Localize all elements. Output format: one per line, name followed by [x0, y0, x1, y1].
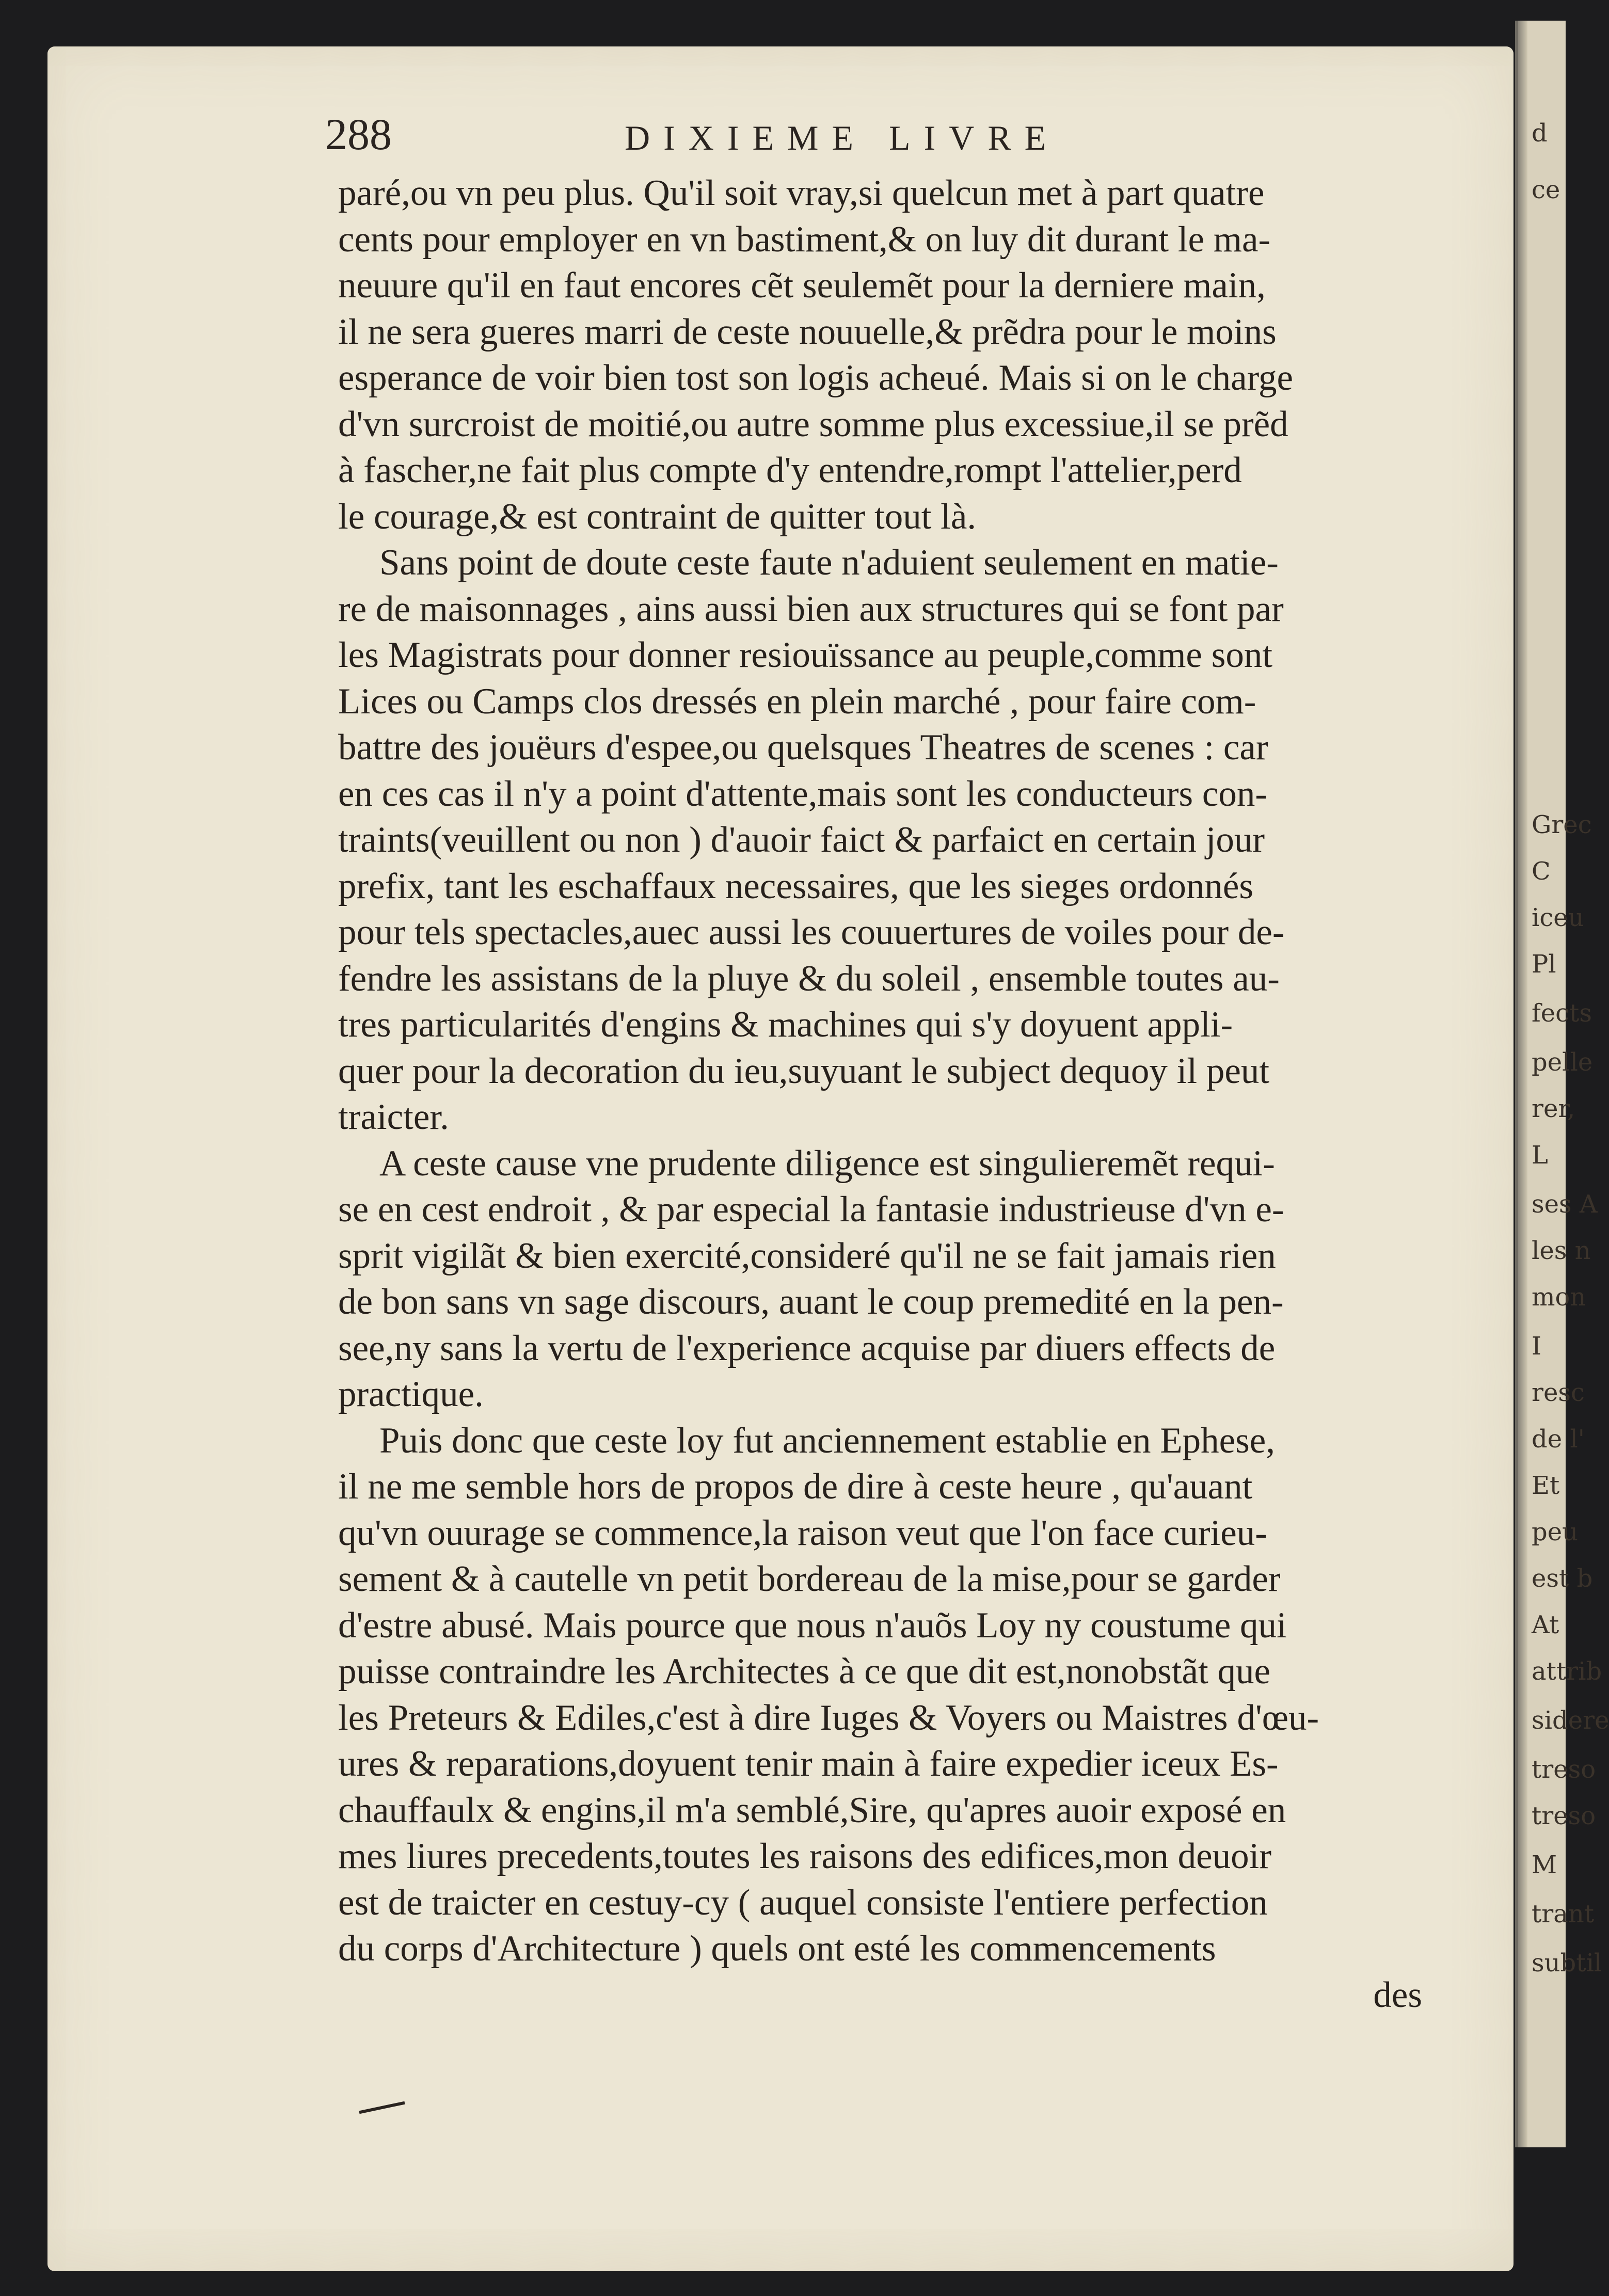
text-line: fendre les assistans de la pluye & du soleil , ensemble toutes au- — [338, 958, 1280, 999]
facing-fragment: pelle — [1532, 1048, 1593, 1077]
text-line: traints(veuillent ou non ) d'auoir faict & parfaict en certain jour — [338, 820, 1265, 860]
text-line: puisse contraindre les Architectes à ce que dit est,nonobstãt que — [338, 1651, 1270, 1692]
facing-fragment: I — [1532, 1332, 1541, 1361]
text-line: en ces cas il n'y a point d'attente,mais sont les conducteurs con- — [338, 773, 1268, 814]
paragraph — [338, 170, 1438, 540]
paragraph — [338, 540, 1438, 1141]
text-line: A ceste cause vne prudente diligence est singulieremẽt requi- — [379, 1143, 1275, 1184]
text-line: tres particularités d'engins & machines qui s'y doyuent appli- — [338, 1004, 1233, 1045]
text-line: se en cest endroit , & par especial la fantasie industrieuse d'vn e- — [338, 1189, 1284, 1230]
text-line: chauffaulx & engins,il m'a semblé,Sire, qu'apres auoir exposé en — [338, 1790, 1286, 1830]
paragraph — [338, 1141, 1438, 1418]
facing-fragment: L — [1532, 1141, 1548, 1170]
text-line: à fascher,ne fait plus compte d'y entendre,rompt l'attelier,perd — [338, 450, 1242, 490]
text-line: neuure qu'il en faut encores cẽt seulemẽt pour la derniere main, — [338, 265, 1266, 306]
page-number: 288 — [325, 109, 392, 159]
facing-fragment: peu — [1532, 1518, 1579, 1546]
text-line: est de traicter en cestuy-cy ( auquel consiste l'entiere perfection — [338, 1882, 1268, 1923]
facing-fragment: sidere — [1532, 1706, 1609, 1735]
text-line: il ne sera gueres marri de ceste nouuelle,& prẽdra pour le moins — [338, 311, 1277, 352]
facing-fragment: fects — [1532, 999, 1592, 1028]
text-line: du corps d'Architecture ) quels ont esté les commencements — [338, 1928, 1216, 1969]
text-line: battre des jouëurs d'espee,ou quelsques Theatres de scenes : car — [338, 727, 1268, 768]
text-line: de bon sans vn sage discours, auant le coup premedité en la pen- — [338, 1282, 1284, 1322]
page-gutter — [1518, 21, 1527, 2147]
text-line: paré,ou vn peu plus. Qu'il soit vray,si quelcun met à part quatre — [338, 173, 1265, 213]
facing-fragment: de l' — [1532, 1425, 1585, 1454]
facing-fragment: attrib — [1532, 1657, 1602, 1686]
facing-fragment: Et — [1532, 1471, 1560, 1500]
text-line: cents pour employer en vn bastiment,& on luy dit durant le ma- — [338, 219, 1271, 260]
text-line: le courage,& est contraint de quitter tout là. — [338, 496, 977, 537]
text-line: pour tels spectacles,auec aussi les couuertures de voiles pour de- — [338, 912, 1285, 952]
facing-fragment: Grec — [1532, 810, 1592, 839]
paragraph — [338, 1418, 1438, 1972]
facing-fragment: resc — [1532, 1378, 1585, 1407]
facing-fragment: d — [1532, 119, 1548, 148]
facing-fragment: Pl — [1532, 950, 1556, 979]
facing-fragment: rer, — [1532, 1094, 1575, 1123]
text-line: sement & à cautelle vn petit bordereau de la mise,pour se garder — [338, 1559, 1281, 1599]
catchword: des — [1373, 1974, 1422, 2015]
text-line: les Preteurs & Ediles,c'est à dire Iuges & Voyers ou Maistres d'œu- — [338, 1697, 1319, 1738]
text-line: d'vn surcroist de moitié,ou autre somme plus excessiue,il se prẽd — [338, 404, 1288, 444]
facing-fragment: At — [1532, 1611, 1559, 1639]
text-line: Puis donc que ceste loy fut anciennement establie en Ephese, — [379, 1420, 1275, 1461]
facing-fragment: les n — [1532, 1236, 1591, 1265]
facing-fragment: mon — [1532, 1283, 1586, 1312]
text-line: Sans point de doute ceste faute n'aduient seulement en matie- — [379, 543, 1279, 583]
facing-fragment: M — [1532, 1851, 1557, 1879]
facing-fragment: iceu — [1532, 903, 1584, 932]
text-line: qu'vn ouurage se commence,la raison veut que l'on face curieu- — [338, 1512, 1267, 1553]
text-line: esperance de voir bien tost son logis acheué. Mais si on le charge — [338, 358, 1294, 398]
text-line: see,ny sans la vertu de l'experience acquise par diuers effects de — [338, 1328, 1276, 1368]
text-line: sprit vigilãt & bien exercité,consideré qu'il ne se fait jamais rien — [338, 1235, 1276, 1276]
facing-fragment: est b — [1532, 1564, 1593, 1593]
facing-fragment: treso — [1532, 1755, 1596, 1784]
text-line: mes liures precedents,toutes les raisons des edifices,mon deuoir — [338, 1836, 1272, 1876]
text-line: traicter. — [338, 1097, 449, 1137]
text-line: prefix, tant les eschaffaux necessaires, que les sieges ordonnés — [338, 866, 1254, 906]
text-line: practique. — [338, 1374, 484, 1414]
text-line: il ne me semble hors de propos de dire à ceste heure , qu'auant — [338, 1466, 1253, 1507]
body-text — [338, 170, 1438, 2018]
text-line: d'estre abusé. Mais pource que nous n'auõs Loy ny coustume qui — [338, 1605, 1287, 1646]
text-line: quer pour la decoration du ieu,suyuant le subject dequoy il peut — [338, 1050, 1270, 1091]
text-line: Lices ou Camps clos dressés en plein marché , pour faire com- — [338, 681, 1256, 722]
facing-fragment: C — [1532, 857, 1551, 886]
facing-fragment: trant — [1532, 1900, 1595, 1928]
facing-page-edge — [1515, 21, 1609, 2147]
facing-fragment: ce — [1532, 176, 1560, 204]
text-line: ures & reparations,doyuent tenir main à faire expedier iceux Es- — [338, 1744, 1279, 1784]
text-line: re de maisonnages , ains aussi bien aux structures qui se font par — [338, 588, 1284, 629]
facing-fragment: subtil — [1532, 1949, 1602, 1978]
running-title: DIXIEME LIVRE — [625, 118, 1060, 157]
facing-fragment: ses A — [1532, 1190, 1598, 1219]
text-line: les Magistrats pour donner resiouïssance au peuple,comme sont — [338, 635, 1273, 675]
facing-fragment: treso — [1532, 1801, 1596, 1830]
